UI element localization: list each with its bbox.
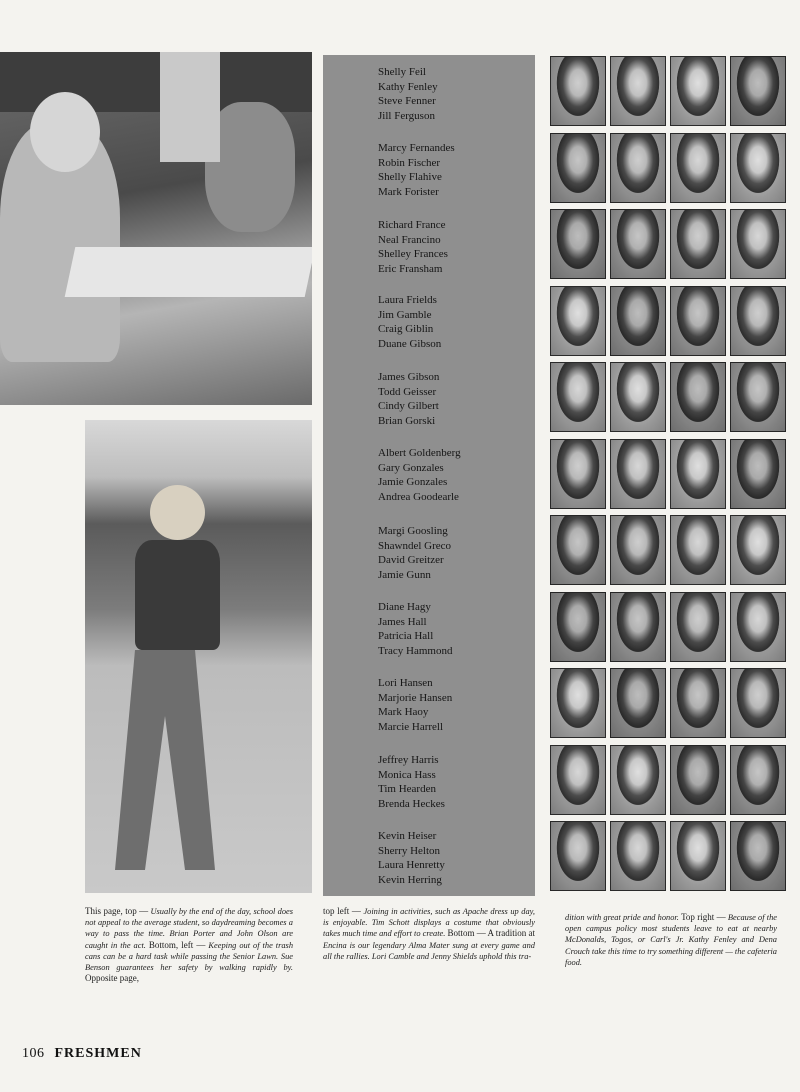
student-portrait: [670, 515, 726, 585]
student-name: Cindy Gilbert: [378, 400, 439, 412]
student-name: Diane Hagy: [378, 601, 431, 613]
student-name: Albert Goldenberg: [378, 447, 461, 459]
names-group: [378, 829, 445, 887]
student-name: Mark Forister: [378, 185, 439, 198]
student-name: Neal Francino: [378, 233, 441, 246]
student-portrait: [610, 133, 666, 203]
student-portrait: [550, 592, 606, 662]
student-portrait: [550, 56, 606, 126]
student-portrait: [550, 209, 606, 279]
student-name: James Gibson: [378, 371, 440, 383]
student-portrait: [610, 286, 666, 356]
caption-middle: [323, 906, 535, 962]
student-name: Shawndel Greco: [378, 539, 452, 552]
names-group: [378, 370, 439, 428]
student-portrait: [670, 592, 726, 662]
student-name: Marcy Fernandes: [378, 142, 455, 154]
student-portrait: [670, 745, 726, 815]
student-name: Tracy Hammond: [378, 644, 453, 657]
student-name: Jeffrey Harris: [378, 754, 439, 766]
student-portrait: [730, 362, 786, 432]
student-name: Marcie Harrell: [378, 720, 444, 733]
student-portrait: [610, 592, 666, 662]
student-portrait: [610, 821, 666, 891]
student-portrait: [730, 133, 786, 203]
caption-text: Encina is our legendary Alma Mater sung at every game and all the rallies. Lori Camble and Jenny Shields uphold this tra-: [323, 940, 535, 961]
student-name: Margi Goosling: [378, 525, 448, 537]
caption-lead: Bottom — A tradition at: [447, 928, 536, 939]
caption-text: Usually by the end of the day, school does not appeal to the average student, so daydreaming becomes a way to pass the time. Brian Porter and John Olson are caught in the act.: [85, 907, 293, 950]
student-portrait: [670, 821, 726, 891]
names-group: [378, 446, 461, 504]
student-name: Eric Fransham: [378, 262, 443, 275]
student-portrait: [730, 286, 786, 356]
student-name: Jamie Gunn: [378, 568, 431, 581]
student-name: Lori Hansen: [378, 677, 433, 689]
student-portrait: [730, 668, 786, 738]
student-name: Kevin Herring: [378, 873, 442, 886]
student-name: Sherry Helton: [378, 844, 441, 857]
student-portrait: [730, 592, 786, 662]
student-portrait: [670, 133, 726, 203]
student-portrait: [670, 209, 726, 279]
student-portrait: [550, 286, 606, 356]
names-group: [378, 600, 452, 658]
student-name: Kathy Fenley: [378, 80, 438, 93]
student-portrait: [730, 821, 786, 891]
student-portrait: [730, 209, 786, 279]
caption-text: Because of the open campus policy most students leave to eat at nearby McDonalds, Togos, or Carl's Jr. Kathy Fenley and Dena Crouch take this time to try something different — the cafeteria food.: [565, 913, 777, 967]
student-portrait: [550, 821, 606, 891]
names-group: [378, 65, 438, 123]
student-portrait: [610, 362, 666, 432]
student-portrait: [670, 286, 726, 356]
names-group: [378, 218, 448, 276]
student-portrait: [670, 668, 726, 738]
caption-lead: Bottom, left —: [148, 939, 206, 950]
names-group: [378, 293, 441, 351]
student-name: Patricia Hall: [378, 630, 434, 642]
names-group: [378, 524, 451, 582]
student-name: Jamie Gonzales: [378, 476, 448, 488]
student-name: Laura Frields: [378, 294, 437, 306]
student-name: Laura Henretty: [378, 859, 445, 871]
student-name: Gary Gonzales: [378, 461, 444, 474]
student-name: Tim Hearden: [378, 783, 436, 795]
student-portrait: [610, 515, 666, 585]
student-name: Todd Geisser: [378, 385, 437, 398]
student-name: Brenda Heckes: [378, 797, 445, 810]
names-group: [378, 753, 445, 811]
student-name: Mark Haoy: [378, 706, 429, 718]
caption-text: Keeping out of the trash cans can be a hard task while passing the Senior Lawn. Sue Benson guarantees her safety by walking rapidly by.: [85, 940, 294, 973]
student-portrait: [670, 439, 726, 509]
student-name: David Greitzer: [378, 554, 444, 566]
student-portrait: [550, 668, 606, 738]
student-portrait: [730, 515, 786, 585]
student-name: Jim Gamble: [378, 308, 432, 321]
student-portrait: [670, 362, 726, 432]
student-portrait: [670, 56, 726, 126]
student-name: Kevin Heiser: [378, 830, 437, 842]
photo-students-daydreaming: [0, 52, 312, 405]
student-portrait: [550, 515, 606, 585]
caption-right: [565, 912, 777, 968]
student-portrait: [610, 668, 666, 738]
student-name: Shelly Flahive: [378, 171, 442, 183]
student-name: Craig Giblin: [378, 323, 434, 335]
student-name: Marjorie Hansen: [378, 691, 453, 704]
student-portrait: [610, 56, 666, 126]
student-portrait: [610, 439, 666, 509]
student-portrait: [610, 745, 666, 815]
page-number: 106: [22, 1046, 45, 1061]
student-name: Duane Gibson: [378, 337, 442, 350]
student-portrait: [550, 133, 606, 203]
student-name: Richard France: [378, 219, 446, 231]
student-portrait: [610, 209, 666, 279]
student-name: Brian Gorski: [378, 414, 436, 427]
student-name: James Hall: [378, 615, 427, 628]
student-portrait: [730, 439, 786, 509]
caption-text: Joining in activities, such as Apache dress up day, is enjoyable. Tim Schott displays a costume that obviously takes much time and effort to create.: [323, 907, 535, 939]
student-names-panel: [323, 55, 535, 896]
student-portrait: [550, 745, 606, 815]
caption-lead: top left —: [323, 906, 361, 916]
names-group: [378, 141, 455, 199]
caption-lead: Top right —: [681, 912, 726, 922]
caption-left: [85, 906, 293, 984]
photo-student-walking: [85, 420, 312, 893]
page-footer: [22, 1046, 152, 1062]
student-portrait: [730, 56, 786, 126]
student-name: Monica Hass: [378, 768, 436, 781]
student-name: Jill Ferguson: [378, 109, 435, 122]
student-portrait: [550, 439, 606, 509]
student-name: Shelly Feil: [378, 66, 426, 78]
student-portrait: [730, 745, 786, 815]
student-name: Steve Fenner: [378, 95, 436, 107]
student-name: Andrea Goodearle: [378, 490, 459, 503]
section-title: FRESHMEN: [54, 1046, 142, 1061]
caption-text: dition with great pride and honor.: [565, 913, 682, 922]
student-portrait: [550, 362, 606, 432]
student-name: Shelley Frances: [378, 248, 448, 260]
caption-lead: Opposite page,: [85, 973, 139, 984]
student-name: Robin Fischer: [378, 156, 441, 169]
caption-lead: This page, top —: [85, 906, 149, 916]
names-group: [378, 676, 452, 734]
